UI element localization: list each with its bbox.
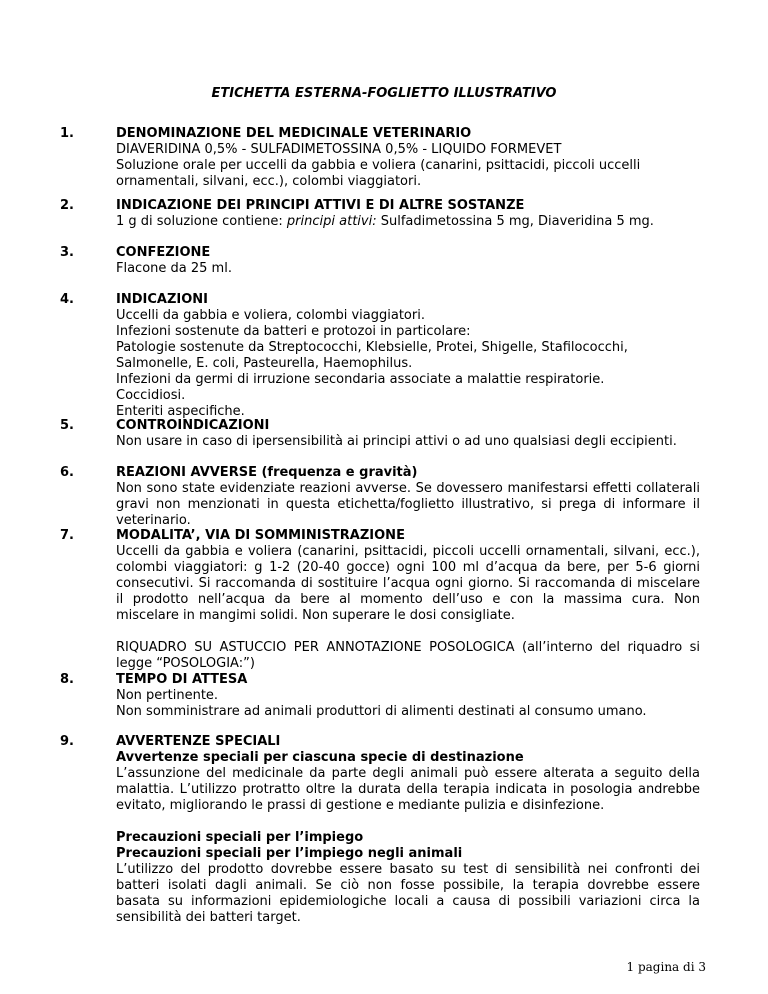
text-line: Salmonelle, E. coli, Pasteurella, Haemophilus. [116, 356, 413, 371]
section-number: 4. [60, 292, 74, 307]
text-line: L’assunzione del medicinale da parte degli animali può essere alterata a seguito della [116, 766, 700, 781]
section-number: 1. [60, 126, 74, 141]
text-line: Flacone da 25 ml. [116, 261, 232, 276]
text-suffix: Sulfadimetossina 5 mg, Diaveridina 5 mg. [376, 214, 654, 229]
paragraph-gap [116, 624, 700, 640]
section-body [116, 734, 700, 926]
text-line: DIAVERIDINA 0,5% - SULFADIMETOSSINA 0,5% - LIQUIDO FORMEVET [116, 142, 562, 157]
section-body [116, 528, 700, 672]
section-body [116, 292, 700, 420]
text-line: malattia. L’utilizzo protratto oltre la durata della terapia indicata in posologia andrebbe [116, 782, 700, 797]
section-heading: INDICAZIONI [116, 292, 208, 307]
section-number: 9. [60, 734, 74, 749]
text-line: L’utilizzo del prodotto dovrebbe essere basato su test di sensibilità nei confronti dei [116, 862, 700, 877]
text-line: ornamentali, silvani, ecc.), colombi viaggiatori. [116, 174, 422, 189]
section-body [116, 418, 700, 450]
text-line: batteri isolati dagli animali. Se ciò non fosse possibile, la terapia dovrebbe essere [116, 878, 700, 893]
section-number: 3. [60, 245, 74, 260]
section-number: 8. [60, 672, 74, 687]
paragraph-gap [116, 814, 700, 830]
text-line: sensibilità dei batteri target. [116, 910, 301, 925]
text-line: Soluzione orale per uccelli da gabbia e voliera (canarini, psittacidi, piccoli uccelli [116, 158, 641, 173]
text-line: Infezioni sostenute da batteri e protozoi in particolare: [116, 324, 471, 339]
section-heading: AVVERTENZE SPECIALI [116, 734, 281, 749]
section-heading: MODALITA’, VIA DI SOMMINISTRAZIONE [116, 528, 405, 543]
text-line: Non pertinente. [116, 688, 219, 703]
text-line: veterinario. [116, 513, 191, 528]
text-line: il prodotto nell’acqua da bere al momento dell’uso e con la massima cura. Non [116, 592, 700, 607]
text-line: colombi viaggiatori: g 1-2 (20-40 gocce) ogni 100 ml d’acqua da bere, per 5-6 giorni [116, 560, 700, 575]
section-heading: REAZIONI AVVERSE (frequenza e gravità) [116, 465, 418, 480]
section-heading: INDICAZIONE DEI PRINCIPI ATTIVI E DI ALTRE SOSTANZE [116, 198, 525, 213]
section-body [116, 126, 700, 190]
text-line: Enteriti aspecifiche. [116, 404, 245, 419]
text-line: basata su informazioni epidemiologiche locali a causa di possibili variazioni circa la [116, 894, 700, 909]
section-body [116, 672, 700, 720]
section-heading: TEMPO DI ATTESA [116, 672, 248, 687]
subheading: Avvertenze speciali per ciascuna specie di destinazione [116, 750, 524, 765]
text-line: miscelare in mangimi solidi. Non superare le dosi consigliate. [116, 608, 515, 623]
section-body [116, 245, 700, 277]
text-line: evitato, migliorando le prassi di gestione e mediante pulizia e disinfezione. [116, 798, 605, 813]
text-italic: principi attivi: [286, 214, 377, 229]
subheading: Precauzioni speciali per l’impiego [116, 830, 364, 845]
document-title: ETICHETTA ESTERNA-FOGLIETTO ILLUSTRATIVO [211, 86, 557, 101]
section-body [116, 465, 700, 529]
text-line: Uccelli da gabbia e voliera, colombi viaggiatori. [116, 308, 425, 323]
section-body [116, 198, 700, 230]
subheading: Precauzioni speciali per l’impiego negli animali [116, 846, 463, 861]
text-line: legge “POSOLOGIA:”) [116, 656, 255, 671]
section-number: 2. [60, 198, 74, 213]
text-line: Non usare in caso di ipersensibilità ai principi attivi o ad uno qualsiasi degli eccipienti. [116, 434, 677, 449]
text-line: Infezioni da germi di irruzione secondaria associate a malattie respiratorie. [116, 372, 605, 387]
section-number: 7. [60, 528, 74, 543]
text-line: RIQUADRO SU ASTUCCIO PER ANNOTAZIONE POSOLOGICA (all’interno del riquadro si [116, 640, 700, 655]
text-line: Uccelli da gabbia e voliera (canarini, psittacidi, piccoli uccelli ornamentali, silvani, ecc.), [116, 544, 700, 559]
text-line: Patologie sostenute da Streptococchi, Klebsielle, Protei, Shigelle, Stafilococchi, [116, 340, 628, 355]
text-line [116, 214, 700, 230]
section-heading: DENOMINAZIONE DEL MEDICINALE VETERINARIO [116, 126, 472, 141]
text-line: Non sono state evidenziate reazioni avverse. Se dovessero manifestarsi effetti collaterali [116, 481, 700, 496]
text-prefix: 1 g di soluzione contiene: [116, 214, 287, 229]
section-number: 5. [60, 418, 74, 433]
section-number: 6. [60, 465, 74, 480]
text-line: gravi non menzionati in questa etichetta/foglietto illustrativo, si prega di informare il [116, 497, 700, 512]
text-line: consecutivi. Si raccomanda di sostituire l’acqua ogni giorno. Si raccomanda di miscelare [116, 576, 700, 591]
text-line: Coccidiosi. [116, 388, 186, 403]
page-number: 1 pagina di 3 [626, 960, 706, 974]
section-heading: CONFEZIONE [116, 245, 211, 260]
text-line: Non somministrare ad animali produttori di alimenti destinati al consumo umano. [116, 704, 647, 719]
section-heading: CONTROINDICAZIONI [116, 418, 270, 433]
